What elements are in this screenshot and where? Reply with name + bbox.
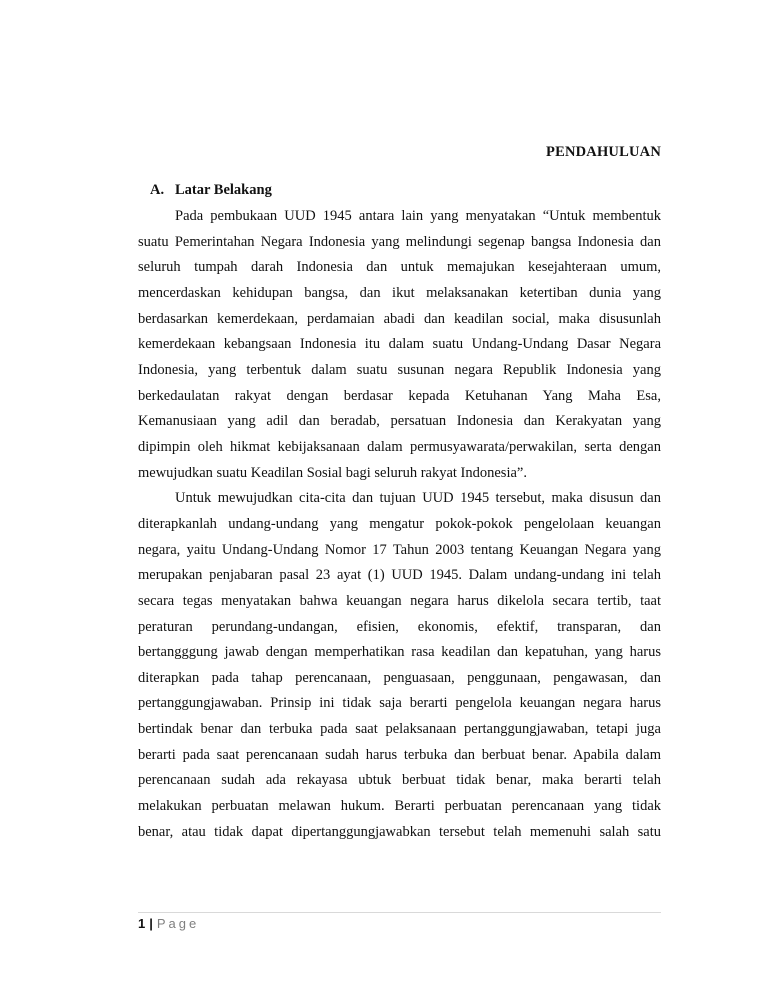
footer-separator: | [149, 916, 153, 931]
paragraph-line: Indonesia, yang terbentuk dalam suatu susunan negara Republik Indonesia yang [138, 361, 661, 378]
paragraph-line: Untuk mewujudkan cita-cita dan tujuan UUD 1945 tersebut, maka disusun dan [175, 490, 661, 507]
section-heading [150, 180, 272, 200]
paragraph-line: peraturan perundang-undangan, efisien, ekonomis, efektif, transparan, dan [138, 618, 661, 635]
paragraph-line: merupakan penjabaran pasal 23 ayat (1) UUD 1945. Dalam undang-undang ini telah [138, 567, 661, 584]
paragraph-line: diterapkan pada tahap perencanaan, penguasaan, penggunaan, pengawasan, dan [138, 669, 661, 686]
paragraph-line: mewujudkan suatu Keadilan Sosial bagi seluruh rakyat Indonesia”. [138, 464, 527, 481]
paragraph-line: kemerdekaan kebangsaan Indonesia itu dalam suatu Undang-Undang Dasar Negara [138, 336, 661, 353]
paragraph-line: secara tegas menyatakan bahwa keuangan negara harus dikelola secara tertib, taat [138, 592, 661, 609]
paragraph-line: bertindak benar dan terbuka pada saat pelaksanaan pertanggungjawaban, tetapi juga [138, 721, 661, 738]
paragraph-line: benar, atau tidak dapat dipertanggungjawabkan tersebut telah memenuhi salah satu [138, 823, 661, 840]
section-title: Latar Belakang [175, 182, 272, 198]
paragraph-line: dipimpin oleh hikmat kebijaksanaan dalam permusyawarata/perwakilan, serta dengan [138, 438, 661, 455]
paragraph-line: diterapkanlah undang-undang yang mengatur pokok-pokok pengelolaan keuangan [138, 515, 661, 532]
paragraph-line: Kemanusiaan yang adil dan beradab, persatuan Indonesia dan Kerakyatan yang [138, 413, 661, 430]
paragraph-line: berarti pada saat perencanaan sudah harus terbuka dan berbuat benar. Apabila dalam [138, 746, 661, 763]
paragraph-line: Pada pembukaan UUD 1945 antara lain yang menyatakan “Untuk membentuk [175, 208, 661, 224]
paragraph-line: berdasarkan kemerdekaan, perdamaian abadi dan keadilan social, maka disusunlah [138, 310, 661, 327]
body-text [138, 204, 661, 845]
page-number: 1 [138, 916, 146, 931]
paragraph-line: pertanggungjawaban. Prinsip ini tidak saja berarti pengelola keuangan negara harus [138, 695, 661, 712]
paragraph-line: berkedaulatan rakyat dengan berdasar kepada Ketuhanan Yang Maha Esa, [138, 387, 661, 404]
paragraph-line: suatu Pemerintahan Negara Indonesia yang melindungi segenap bangsa Indonesia dan [138, 233, 661, 250]
paragraph-line: bertangggung jawab dengan memperhatikan rasa keadilan dan kepatuhan, yang harus [138, 644, 661, 661]
paragraph-line: negara, yaitu Undang-Undang Nomor 17 Tahun 2003 tentang Keuangan Negara yang [138, 541, 661, 558]
chapter-title: PENDAHULUAN [546, 144, 661, 160]
section-number: A. [150, 182, 165, 198]
paragraph-line: mencerdaskan kehidupan bangsa, dan ikut melaksanakan ketertiban dunia yang [138, 284, 661, 301]
page-footer [138, 915, 199, 933]
paragraph-line: melakukan perbuatan melawan hukum. Berarti perbuatan perencanaan yang tidak [138, 798, 661, 815]
paragraph-line: perencanaan sudah ada rekayasa ubtuk berbuat tidak benar, maka berarti telah [138, 772, 661, 789]
footer-divider [138, 912, 661, 913]
paragraph-line: seluruh tumpah darah Indonesia dan untuk memajukan kesejahteraan umum, [138, 259, 661, 276]
page-label: Page [156, 916, 200, 931]
